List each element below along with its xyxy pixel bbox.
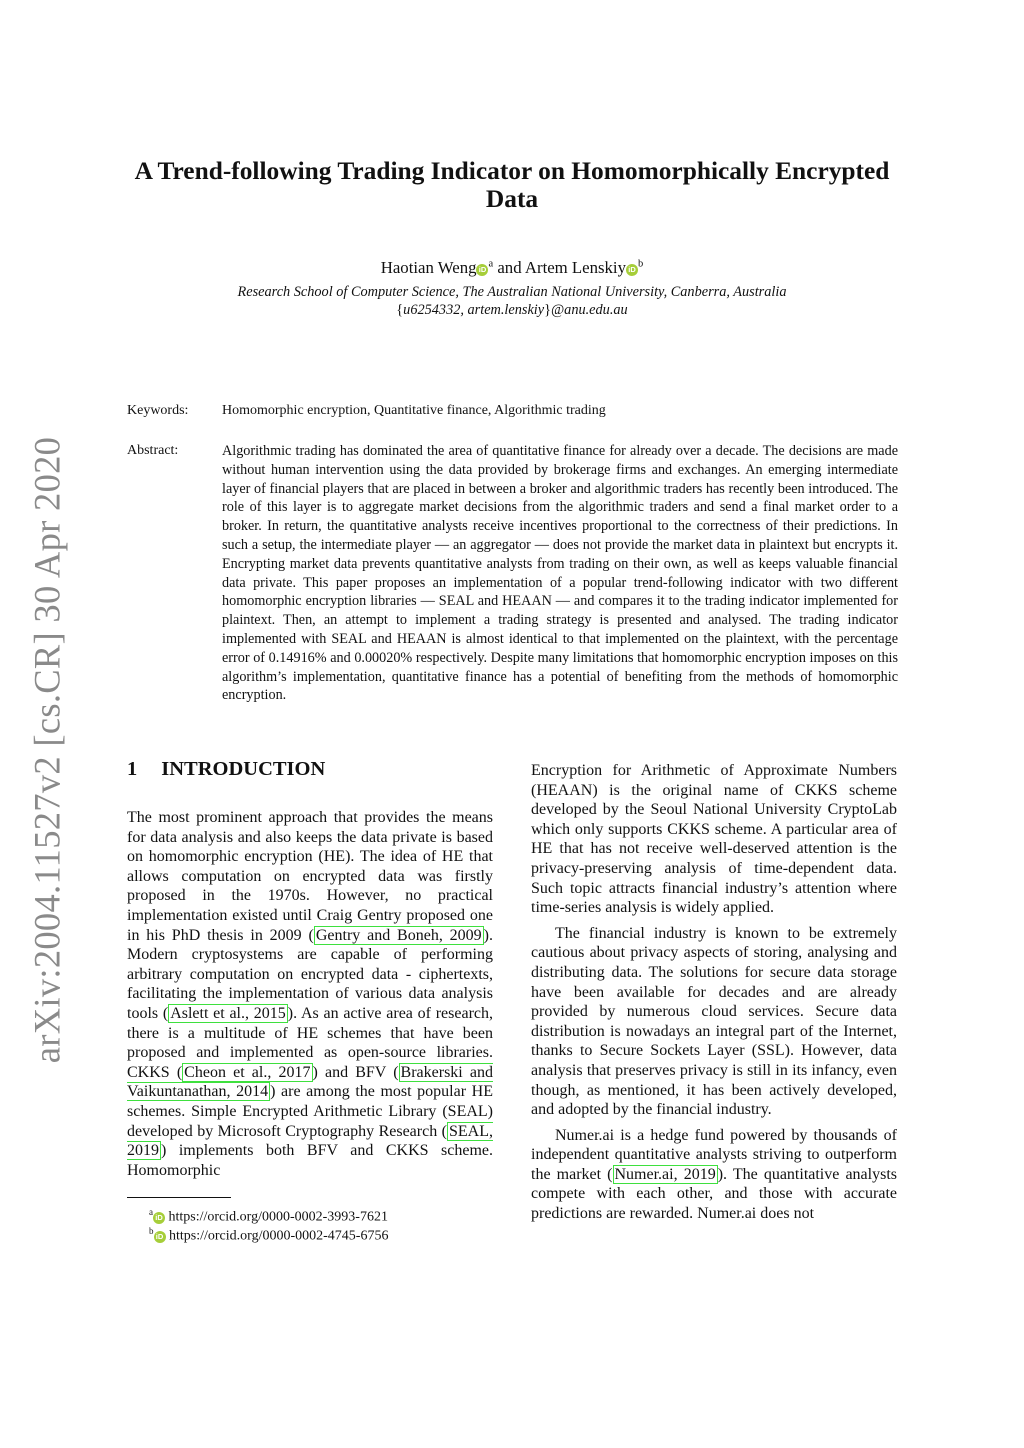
section-heading: [127, 758, 325, 781]
citation-link[interactable]: Numer.ai, 2019: [614, 1165, 716, 1183]
citation-link[interactable]: SEAL, 2019: [127, 1122, 493, 1160]
email-domain: @anu.edu.au: [551, 302, 628, 318]
citation-link[interactable]: Aslett et al., 2015: [170, 1004, 286, 1022]
paragraph-text: ) and BFV (: [312, 1063, 399, 1081]
paragraph-text: The most prominent approach that provides the means for data analysis and also keeps the data private is based on homomorphic encryption (HE). The idea of HE that allows computation on encrypted data was firstly proposed in the 1970s. However, no practical implementation existed until Craig Gentry proposed one in his PhD thesis in 2009 (: [127, 809, 493, 944]
author-line: [0, 258, 1024, 278]
paragraph: [127, 808, 493, 1180]
affiliation: Research School of Computer Science, The Australian National University, Canberra, Australia: [237, 284, 787, 300]
paragraph-text: Numer.ai is a hedge fund powered by thousands of independent quantitative analysts striving to outperform the market (: [531, 1126, 897, 1183]
author-name: Haotian Weng: [380, 258, 477, 277]
author-name: Artem Lenskiy: [524, 258, 626, 277]
email-brace-close: }: [544, 302, 552, 318]
arxiv-stamp: [22, 436, 72, 1064]
footnote: [149, 1207, 388, 1226]
footnote-url[interactable]: https://orcid.org/0000-0002-4745-6756: [169, 1228, 389, 1244]
email-brace-open: {: [396, 302, 404, 318]
paragraph-text: ) are among the most popular HE schemes. Simple Encrypted Arithmetic Library (SEAL) developed by Microsoft Cryptography Research (: [127, 1083, 493, 1140]
paper-title: A Trend-following Trading Indicator on Homomorphically Encrypted Data: [134, 157, 890, 213]
paragraph-text: ) implements both BFV and CKKS scheme. Homomorphic: [127, 1142, 493, 1179]
email-line: [0, 302, 1024, 319]
abstract-text: Algorithmic trading has dominated the area of quantitative finance for already over a decade. The decisions are made without human intervention using the data provided by brokerage firms and exchanges. An emerging intermediate layer of financial players that are placed in between a broker and algorithmic traders has recently been introduced. The role of this layer is to aggregate market decisions from the algorithmic traders and send a final market order to a broker. In return, the quantitative analysts receive incentives proportional to the correctness of their predictions. In such a setup, the intermediate player — an aggregator — does not provide the market data in plaintext but encrypts it. Encrypting market data prevents quantitative analysts from trading on their own, as well as keeps valuable financial data private. This paper proposes an implementation of a popular trend-following indicator with two different homomorphic encryption libraries — SEAL and HEAAN — and compares it to the trading indicator implemented for plaintext. Then, an attempt to implement a trading strategy is presented and analysed. The trading indicator implemented with SEAL and HEAAN is almost identical to that implemented on the plaintext, with the percentage error of 0.14916% and 0.00020% respectively. Despite many limitations that homomorphic encryption imposes on this algorithm’s implementation, quantitative finance has a potential of benefiting from the methods of homomorphic encryption.: [222, 443, 898, 704]
left-column: [127, 808, 493, 1180]
author-conjunction: and: [493, 258, 525, 277]
keywords-label: Keywords:: [127, 403, 189, 418]
arxiv-stamp-text: arXiv:2004.11527v2 [cs.CR] 30 Apr 2020: [26, 436, 68, 1064]
right-column: [531, 761, 897, 1224]
paragraph-text: ). The quantitative analysts compete with each other, and those with accurate predictions are rewarded. Numer.ai does not: [531, 1165, 897, 1223]
orcid-icon: iD: [154, 1231, 166, 1243]
footnote: [149, 1226, 388, 1245]
orcid-icon: iD: [153, 1212, 165, 1224]
paragraph: Encryption for Arithmetic of Approximate Numbers (HEAAN) is the original name of CKKS scheme developed by the Seoul National University CryptoLab which only supports CKKS scheme. A particular area of HE that has not receive well-deserved attention is the privacy-preserving analysis of time-dependent data. Such topic attracts financial industry’s attention where time-series analysis is widely applied.: [531, 762, 897, 917]
section-title: INTRODUCTION: [161, 758, 326, 780]
keywords-text: Homomorphic encryption, Quantitative finance, Algorithmic trading: [222, 403, 606, 418]
orcid-icon[interactable]: iD: [626, 264, 638, 276]
paragraph: [531, 1126, 897, 1224]
footnote-mark: a: [149, 1207, 153, 1217]
footnote-rule: [127, 1197, 231, 1198]
citation-link[interactable]: Cheon et al., 2017: [184, 1063, 311, 1081]
email-users: u6254332, artem.lenskiy: [403, 302, 545, 318]
footnote-url[interactable]: https://orcid.org/0000-0002-3993-7621: [168, 1209, 388, 1225]
citation-link[interactable]: Brakerski and Vaikuntanathan, 2014: [127, 1063, 494, 1101]
paragraph: The financial industry is known to be extremely cautious about privacy aspects of storing, analysing and distributing data. The solutions for secure data storage have been available for decades and are already provided by numerous cloud services. Secure data distribution is nowadays an integral part of the Internet, thanks to Secure Sockets Layer (SSL). However, data analysis that preserves privacy is still in its infancy, even though, as mentioned, it has been actively developed, and adopted by the financial industry.: [531, 924, 897, 1119]
abstract-label: Abstract:: [127, 443, 179, 458]
paragraph-text: ). As an active area of research, there is a multitude of HE schemes that have been proposed and implemented as open-source libraries. CKKS (: [127, 1004, 494, 1081]
footnote-mark: b: [149, 1226, 154, 1236]
citation-link[interactable]: Gentry and Boneh, 2009: [315, 926, 482, 944]
author-affil-mark: b: [638, 258, 644, 270]
orcid-icon[interactable]: iD: [476, 264, 488, 276]
section-number: 1: [127, 758, 138, 780]
paragraph-text: ). Modern cryptosystems are capable of performing arbitrary computation on encrypted data - ciphertexts, facilitating the implementation of various data analysis tools (: [127, 926, 493, 1022]
author-affil-mark: a: [488, 258, 494, 270]
